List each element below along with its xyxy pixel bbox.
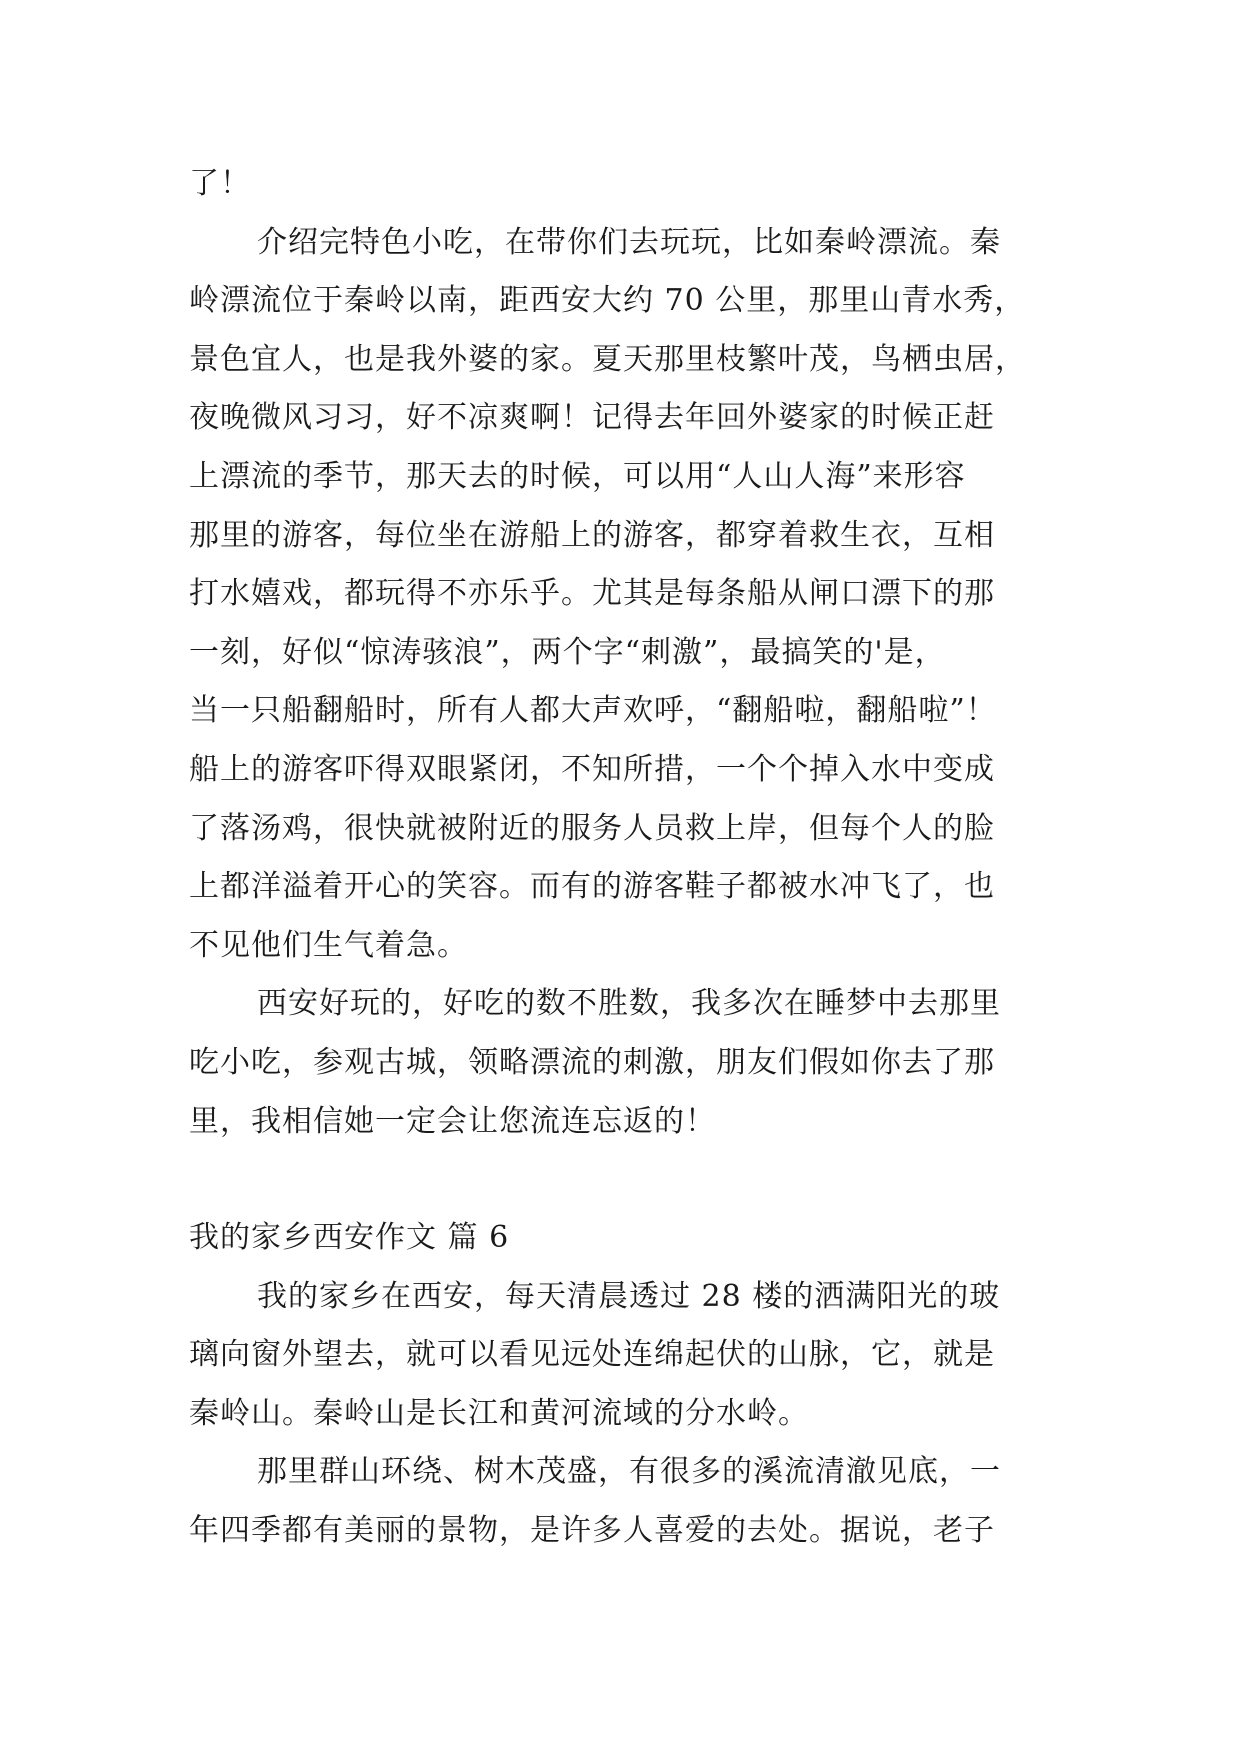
- section-heading: 我的家乡西安作文 篇 6: [189, 1220, 510, 1256]
- text-line: 当一只船翻船时，所有人都大声欢呼，“翻船啦，翻船啦”！: [189, 693, 997, 729]
- text-line: 了落汤鸡，很快就被附近的服务人员救上岸，但每个人的脸: [189, 810, 995, 846]
- text-line: 秦岭山。秦岭山是长江和黄河流域的分水岭。: [189, 1395, 809, 1431]
- text-line: 不见他们生气着急。: [189, 927, 468, 963]
- text-line: 里，我相信她一定会让您流连忘返的！: [189, 1103, 716, 1139]
- paragraph-first-line: 那里群山环绕、树木茂盛，有很多的溪流清澈见底，一: [257, 1454, 1001, 1490]
- text-line: 景色宜人，也是我外婆的家。夏天那里枝繁叶茂，鸟栖虫居，: [189, 341, 1026, 377]
- text-line: 船上的游客吓得双眼紧闭，不知所措，一个个掉入水中变成: [189, 751, 995, 787]
- text-line: 一刻，好似“惊涛骇浪”，两个字“刺激”，最搞笑的'是，: [189, 634, 946, 670]
- paragraph-first-line: 西安好玩的，好吃的数不胜数，我多次在睡梦中去那里: [257, 986, 1001, 1022]
- text-line: 上漂流的季节，那天去的时候，可以用“人山人海”来形容: [189, 458, 966, 494]
- text-line: 年四季都有美丽的景物，是许多人喜爱的去处。据说，老子: [189, 1513, 995, 1549]
- text-line: 打水嬉戏，都玩得不亦乐乎。尤其是每条船从闸口漂下的那: [189, 576, 995, 612]
- text-line: 那里的游客，每位坐在游船上的游客，都穿着救生衣，互相: [189, 517, 995, 553]
- text-line: 夜晚微风习习，好不凉爽啊！记得去年回外婆家的时候正赶: [189, 400, 995, 436]
- text-line: 了！: [189, 166, 251, 201]
- paragraph-first-line: 介绍完特色小吃，在带你们去玩玩，比如秦岭漂流。秦: [257, 224, 1001, 260]
- text-line: 璃向窗外望去，就可以看见远处连绵起伏的山脉，它，就是: [189, 1337, 995, 1373]
- paragraph-first-line: 我的家乡在西安，每天清晨透过 28 楼的洒满阳光的玻: [257, 1278, 1001, 1314]
- text-line: 岭漂流位于秦岭以南，距西安大约 70 公里，那里山青水秀，: [189, 283, 1026, 319]
- document-body: [189, 155, 1069, 1561]
- section-gap: [189, 1151, 1069, 1209]
- text-line: 上都洋溢着开心的笑容。而有的游客鞋子都被水冲飞了，也: [189, 869, 995, 905]
- text-line: 吃小吃，参观古城，领略漂流的刺激，朋友们假如你去了那: [189, 1044, 995, 1080]
